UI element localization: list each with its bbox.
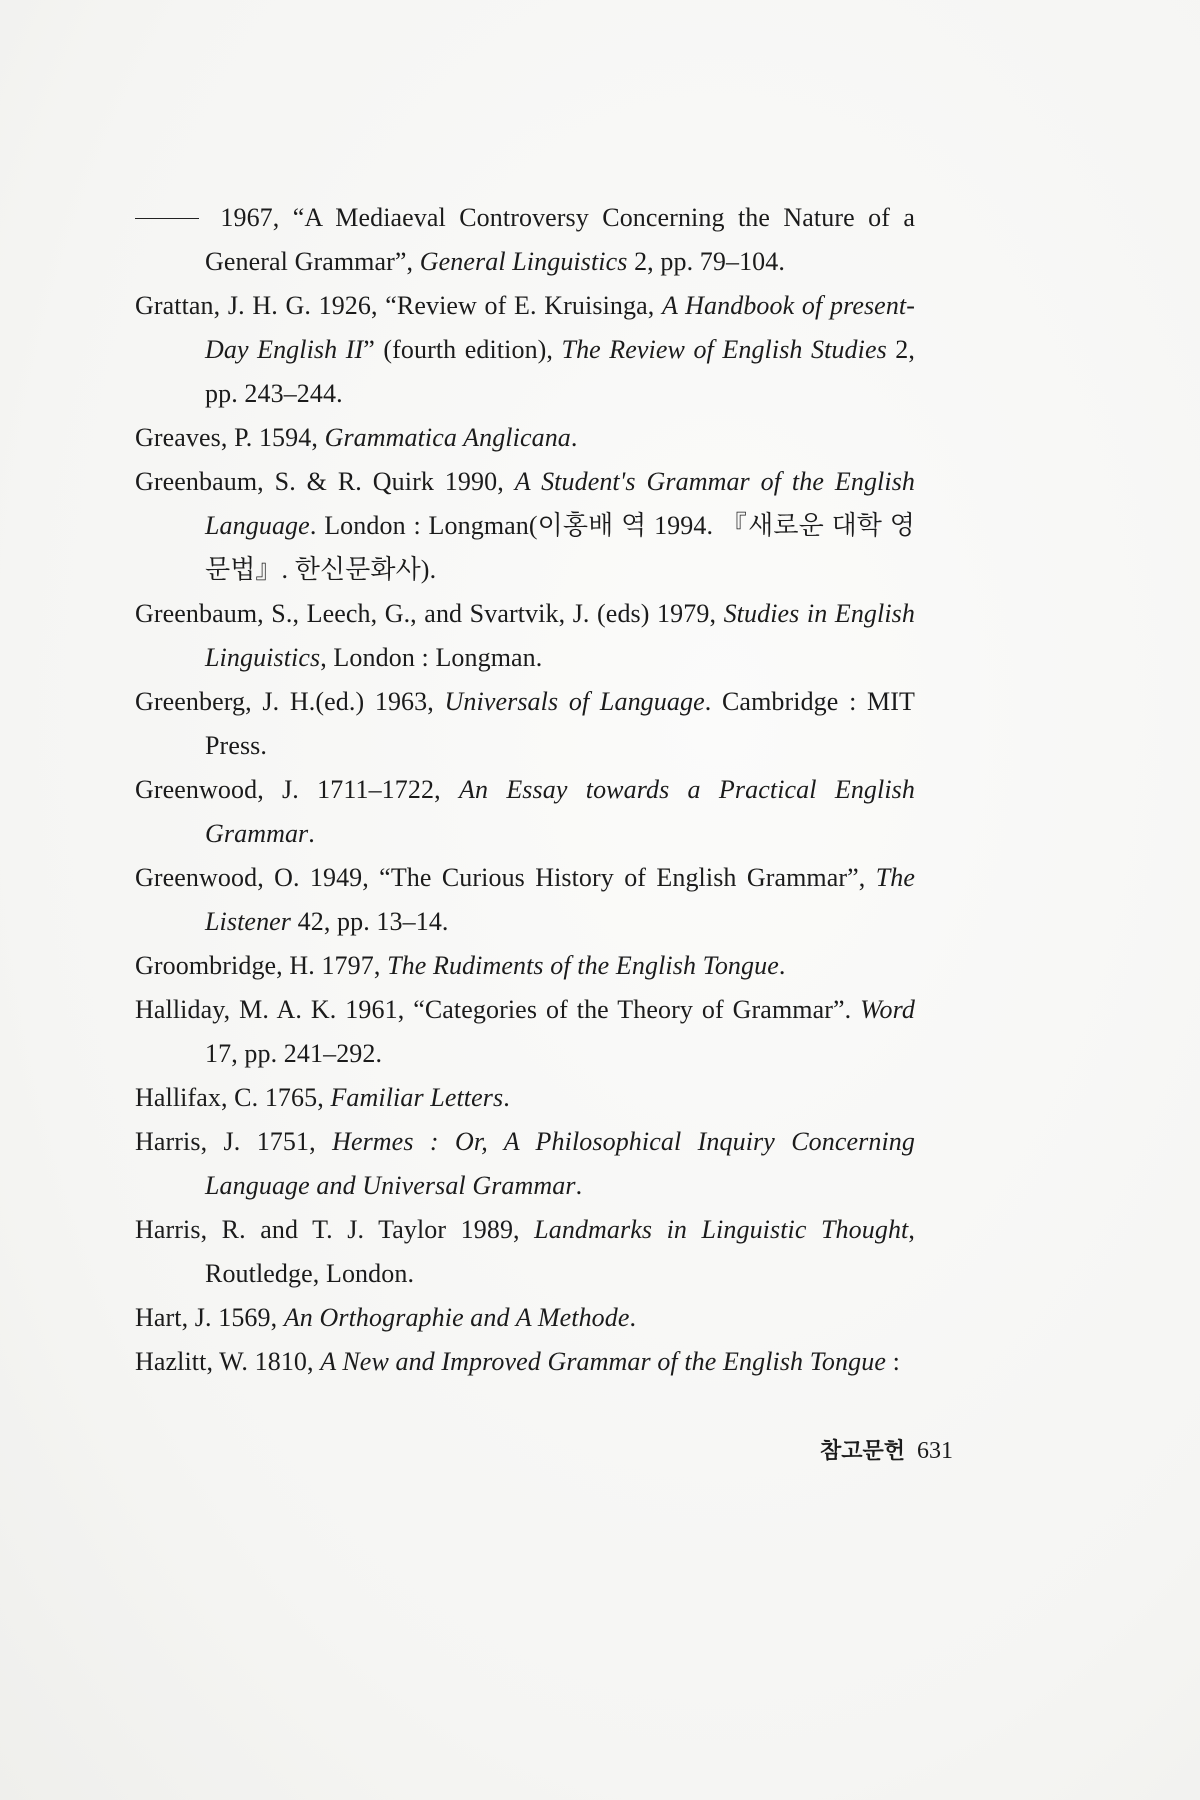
reference-text: Greaves, P. 1594, <box>135 423 325 452</box>
reference-text: 2, pp. 79–104. <box>627 247 785 276</box>
reference-text: Groombridge, H. 1797, <box>135 951 388 980</box>
reference-entry <box>135 768 915 856</box>
reference-entry <box>135 284 915 416</box>
reference-text: . <box>629 1303 637 1332</box>
reference-text: . <box>575 1171 583 1200</box>
reference-text: 42, pp. 13–14. <box>291 907 449 936</box>
reference-text: 17, pp. 241–292. <box>205 1039 383 1068</box>
reference-text: . <box>778 951 786 980</box>
reference-text: 2, pp. 243–244. <box>205 335 915 408</box>
reference-title: An Essay towards a Practical English Grammar <box>205 775 915 848</box>
reference-text: Greenwood, J. 1711–1722, <box>135 775 459 804</box>
reference-title: A Handbook of present-Day English II <box>205 291 916 364</box>
reference-text: , Routledge, London. <box>205 1215 915 1288</box>
page-footer <box>820 1434 953 1465</box>
reference-text: ” (fourth edition), <box>363 335 562 364</box>
reference-entry <box>135 944 915 988</box>
reference-title: The Review of English Studies <box>561 335 887 364</box>
reference-title: Universals of Language <box>444 687 705 716</box>
reference-title: Word <box>860 995 915 1024</box>
reference-text: Greenwood, O. 1949, “The Curious History of English Grammar”, <box>135 863 876 892</box>
reference-text: Greenbaum, S. & R. Quirk 1990, <box>135 467 515 496</box>
reference-text: Hallifax, C. 1765, <box>135 1083 331 1112</box>
page-number: 631 <box>917 1438 954 1464</box>
reference-text: Halliday, M. A. K. 1961, “Categories of the Theory of Grammar”. <box>135 995 861 1024</box>
reference-title: A New and Improved Grammar of the English Tongue <box>320 1347 886 1376</box>
reference-text: Grattan, J. H. G. 1926, “Review of E. Kruisinga, <box>135 291 662 320</box>
reference-text: Harris, J. 1751, <box>135 1127 333 1156</box>
reference-title: The Rudiments of the English Tongue <box>387 951 779 980</box>
reference-text: Greenbaum, S., Leech, G., and Svartvik, J. (eds) 1979, <box>135 599 724 628</box>
reference-entry <box>135 680 915 768</box>
reference-entry <box>135 856 915 944</box>
reference-text: . Cambridge : MIT Press. <box>205 687 916 760</box>
reference-text: . <box>570 423 578 452</box>
reference-text: Hart, J. 1569, <box>135 1303 284 1332</box>
reference-text: : <box>885 1347 900 1376</box>
reference-text: Hazlitt, W. 1810, <box>135 1347 321 1376</box>
reference-title: A Student's Grammar of the English Language <box>205 467 916 540</box>
reference-text: Greenberg, J. H.(ed.) 1963, <box>135 687 445 716</box>
reference-entry <box>135 988 915 1076</box>
reference-entry <box>135 1076 915 1120</box>
reference-text: , London : Longman. <box>320 643 543 672</box>
reference-entry <box>135 1208 915 1296</box>
reference-text: . <box>503 1083 510 1112</box>
reference-entry <box>135 196 915 284</box>
reference-text: . <box>308 819 315 848</box>
reference-title: Landmarks in Linguistic Thought <box>534 1215 909 1244</box>
repeat-author-dash <box>135 218 199 219</box>
reference-entry <box>135 1296 915 1340</box>
reference-title: Familiar Letters <box>330 1083 504 1112</box>
reference-text: 1967, “A Mediaeval Controversy Concerning the Nature of a General Grammar”, <box>205 203 915 276</box>
reference-title: Grammatica Anglicana <box>324 423 571 452</box>
reference-title: The Listener <box>205 863 915 936</box>
reference-title: Studies in English Linguistics <box>205 599 916 672</box>
reference-title: An Orthographie and A Methode <box>283 1303 630 1332</box>
reference-entry <box>135 1120 915 1208</box>
reference-entry <box>135 1340 915 1384</box>
reference-entry <box>135 460 915 592</box>
reference-list <box>135 196 915 1384</box>
section-label: 참고문헌 <box>820 1439 906 1464</box>
reference-entry <box>135 416 915 460</box>
reference-title: General Linguistics <box>419 247 628 276</box>
reference-title: Hermes : Or, A Philosophical Inquiry Concerning Language and Universal Grammar <box>205 1127 916 1200</box>
reference-text: . London : Longman(이홍배 역 1994. 『새로운 대학 영문법』. 한신문화사). <box>205 511 915 584</box>
reference-text: Harris, R. and T. J. Taylor 1989, <box>135 1215 535 1244</box>
reference-entry <box>135 592 915 680</box>
